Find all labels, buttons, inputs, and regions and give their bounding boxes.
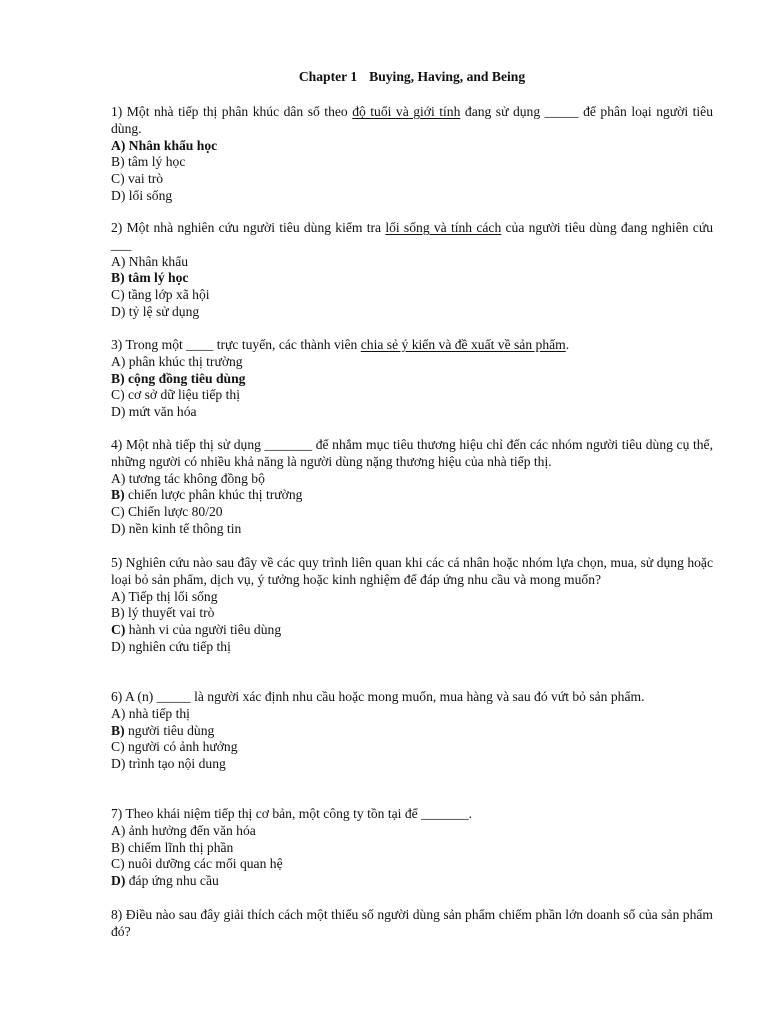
answer-option-c: C) Chiến lược 80/20: [111, 504, 223, 520]
question-1: [111, 104, 713, 205]
answer-option-d: D) lối sống: [111, 187, 173, 203]
answer-option-c: C) hành vi của người tiêu dùng: [111, 622, 282, 638]
page-title: [111, 69, 713, 86]
answer-option-b: B) tâm lý học: [111, 270, 189, 286]
answer-option-a: A) nhà tiếp thị: [111, 705, 190, 721]
answer-option-a: A) Nhân khẩu: [111, 253, 189, 269]
answer-option-c: C) tầng lớp xã hội: [111, 287, 210, 303]
answer-option-a: A) phân khúc thị trường: [111, 353, 243, 369]
question-stem: 7) Theo khái niệm tiếp thị cơ bản, một công ty tồn tại để _______.: [111, 806, 473, 821]
question-8: [111, 907, 713, 941]
answer-option-c: C) vai trò: [111, 171, 164, 187]
question-stem: 2) Một nhà nghiên cứu người tiêu dùng kiểm tra lối sống và tính cách của người tiêu dùng đang nghiên cứu ___: [111, 220, 713, 252]
question-6: [111, 689, 713, 773]
answer-option-d: D) trình tạo nội dung: [111, 756, 226, 772]
answer-option-a: A) Nhân khẩu học: [111, 137, 218, 153]
question-4: [111, 437, 713, 538]
answer-option-d: D) nền kinh tế thông tin: [111, 520, 242, 536]
answer-option-a: A) tương tác không đồng bộ: [111, 470, 265, 486]
question-7: [111, 806, 713, 890]
question-2: [111, 220, 713, 321]
answer-option-d: D) nghiên cứu tiếp thị: [111, 638, 231, 654]
answer-option-c: C) cơ sở dữ liệu tiếp thị: [111, 387, 240, 403]
question-5: [111, 555, 713, 656]
question-stem: 3) Trong một ____ trực tuyến, các thành viên chia sẻ ý kiến và đề xuất về sản phẩm.: [111, 337, 570, 352]
answer-option-d: D) đáp ứng nhu cầu: [111, 873, 219, 889]
question-stem: 4) Một nhà tiếp thị sử dụng _______ để nhắm mục tiêu thương hiệu chỉ đến các nhóm người tiêu dùng cụ thể, những người có nhiều khả năng là người dùng nặng thương hiệu của nhà tiếp thị.: [111, 437, 713, 469]
question-3: [111, 337, 713, 421]
answer-option-d: D) mứt văn hóa: [111, 404, 197, 420]
answer-option-b: B) tâm lý học: [111, 154, 186, 170]
answer-option-b: B) cộng đồng tiêu dùng: [111, 370, 246, 386]
answer-option-d: D) tỷ lệ sử dụng: [111, 303, 200, 319]
answer-option-c: C) nuôi dưỡng các mối quan hệ: [111, 856, 283, 872]
chapter-number: Chapter 1: [298, 69, 358, 84]
question-stem: 6) A (n) _____ là người xác định nhu cầu hoặc mong muốn, mua hàng và sau đó vứt bỏ sản phẩm.: [111, 689, 645, 704]
answer-option-c: C) người có ảnh hưởng: [111, 739, 238, 755]
answer-option-b: B) lý thuyết vai trò: [111, 605, 215, 621]
answer-option-b: B) chiến lược phân khúc thị trường: [111, 487, 303, 503]
question-stem: 8) Điều nào sau đây giải thích cách một thiểu số người dùng sản phẩm chiếm phần lớn doanh số của sản phẩm đó?: [111, 907, 713, 939]
chapter-name: Buying, Having, and Being: [369, 69, 526, 84]
answer-option-a: A) ảnh hưởng đến văn hóa: [111, 822, 256, 838]
question-stem: 5) Nghiên cứu nào sau đây về các quy trình liên quan khi các cá nhân hoặc nhóm lựa chọn, mua, sử dụng hoặc loại bỏ sản phẩm, dịch vụ, ý tưởng hoặc kinh nghiệm để đáp ứng nhu cầu và mong muốn?: [111, 555, 713, 587]
question-stem: 1) Một nhà tiếp thị phân khúc dân số theo độ tuổi và giới tính đang sử dụng _____ để phân loại người tiêu dùng.: [111, 104, 713, 136]
answer-option-b: B) chiếm lĩnh thị phần: [111, 839, 234, 855]
answer-option-a: A) Tiếp thị lối sống: [111, 588, 218, 604]
answer-option-b: B) người tiêu dùng: [111, 722, 215, 738]
